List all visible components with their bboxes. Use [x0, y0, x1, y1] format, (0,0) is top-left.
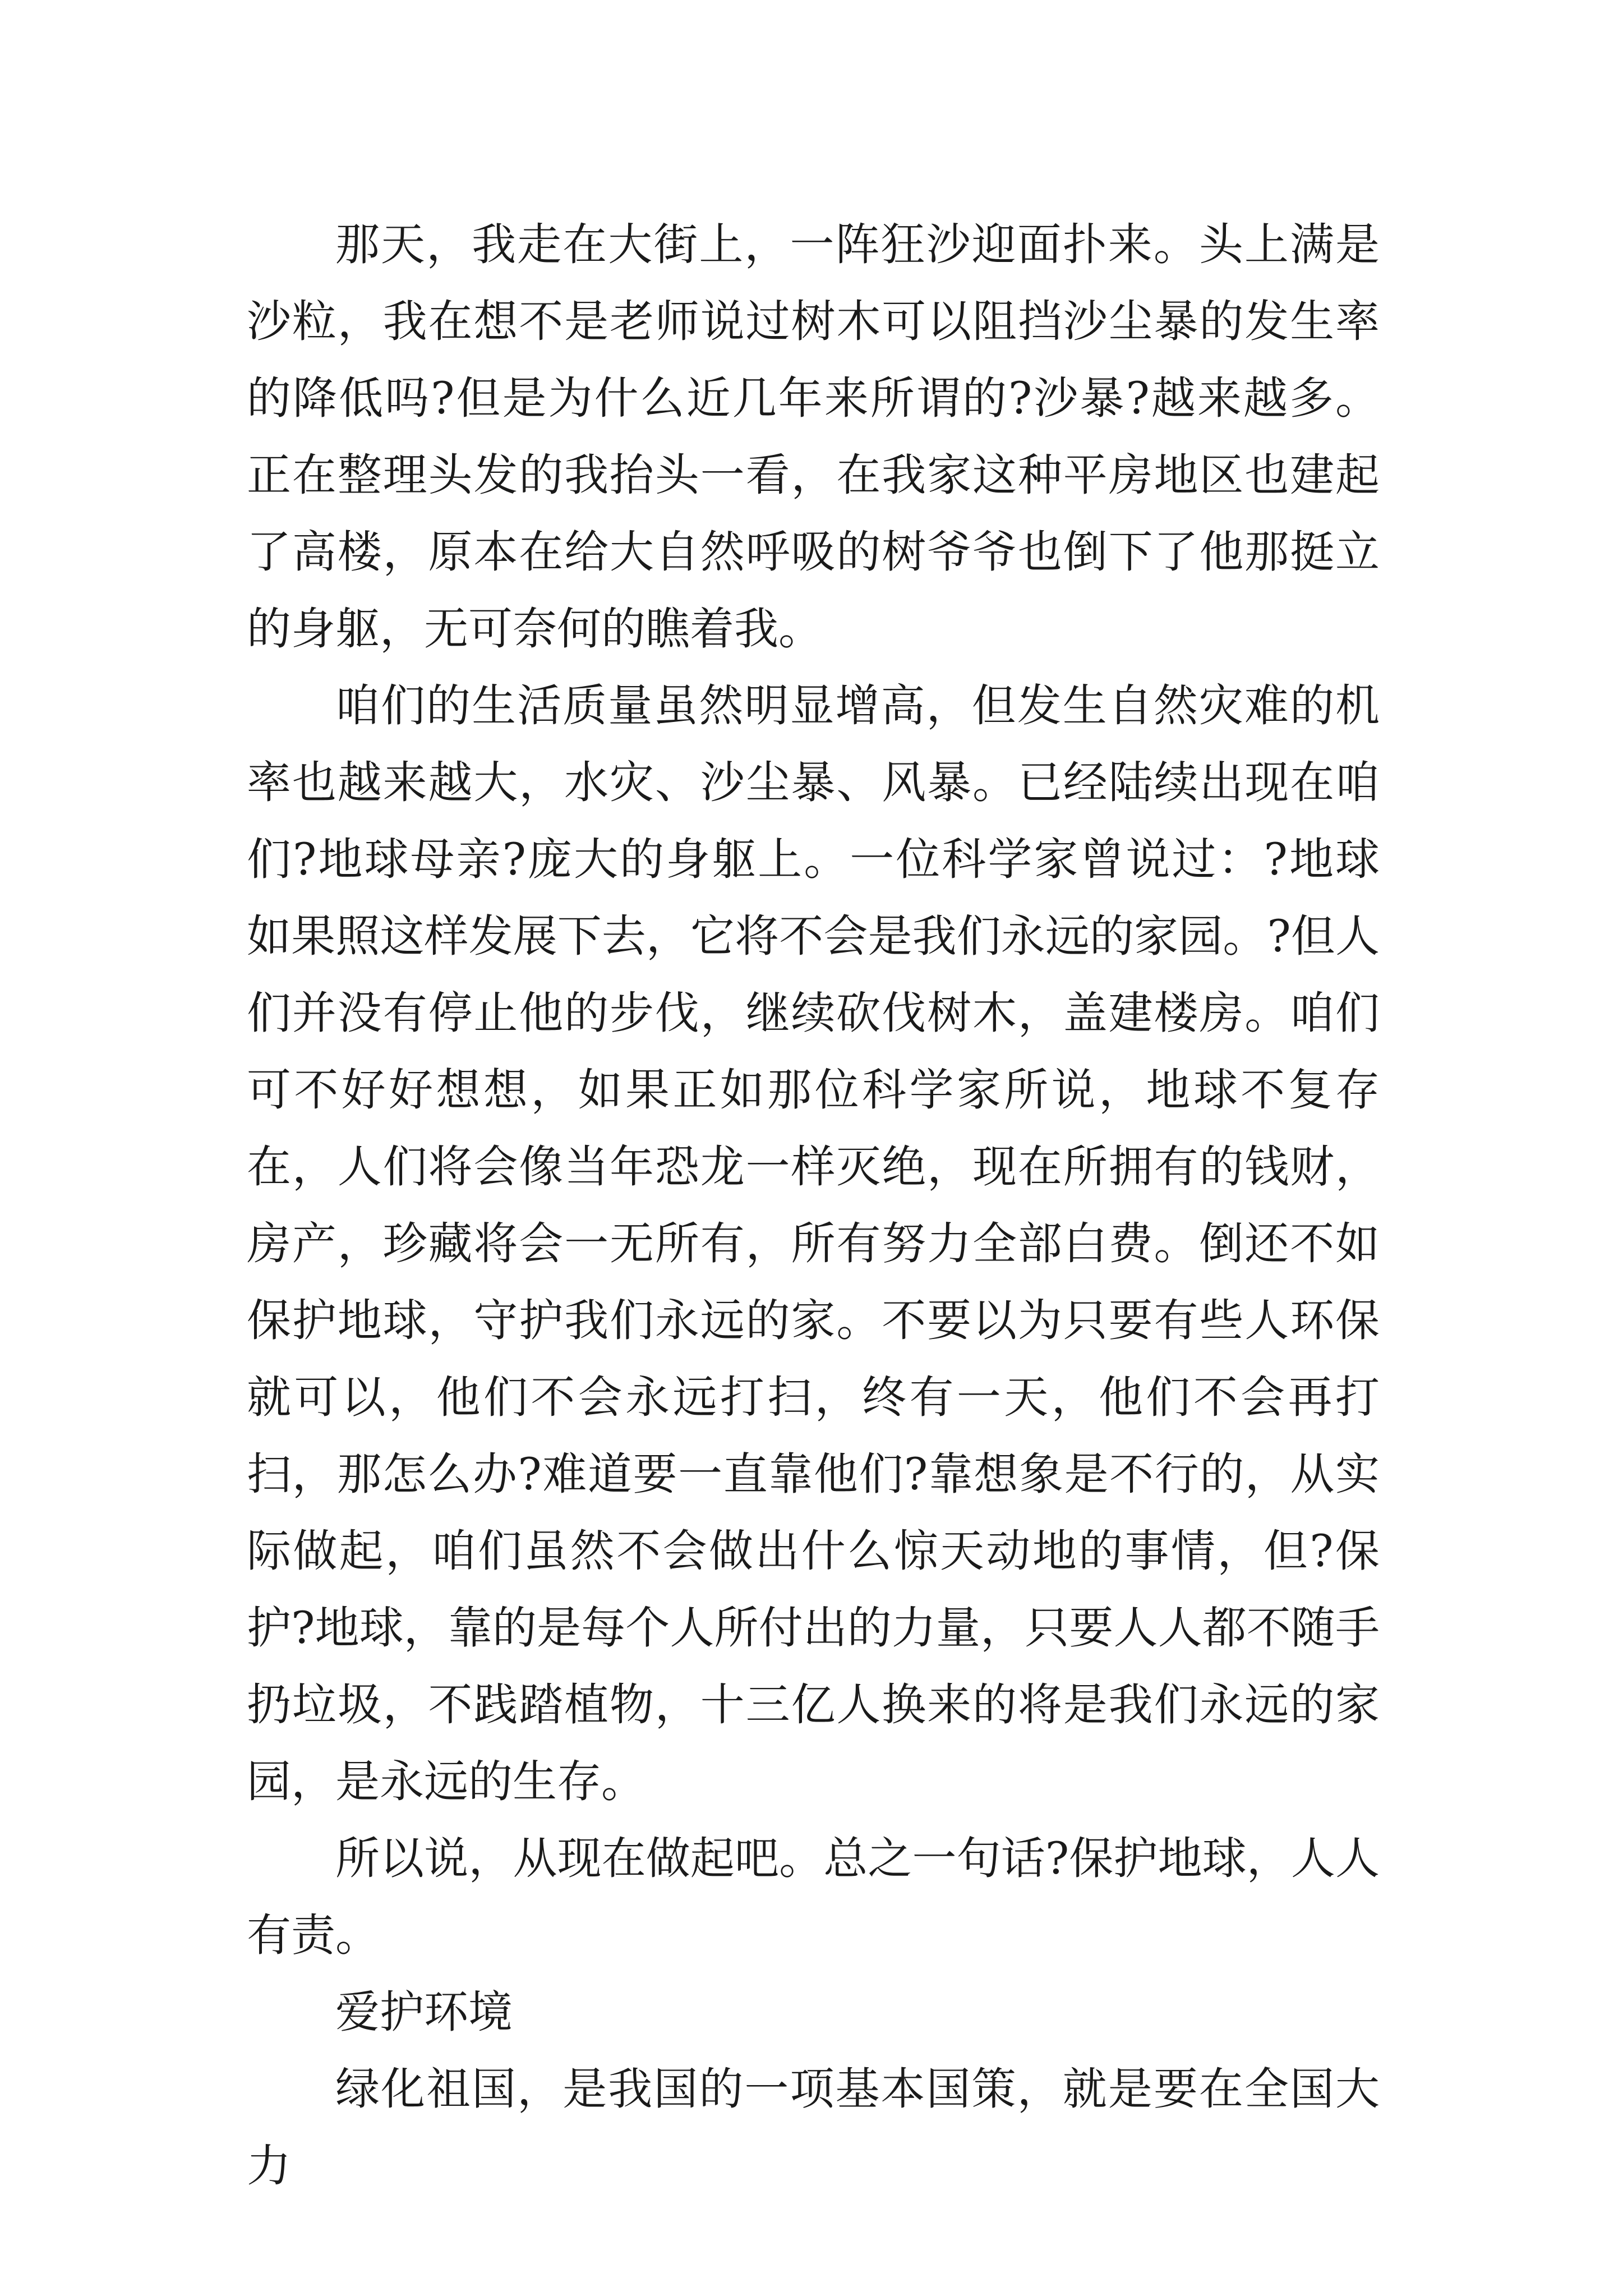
paragraph-environment-disasters: 咱们的生活质量虽然明显增高，但发生自然灾难的机率也越来越大，水灾、沙尘暴、风暴。已经陆续出现在咱们?地球母亲?庞大的身躯上。一位科学家曾说过：?地球如果照这样发展下去，它将不会是我们永远的家园。?但人们并没有停止他的步伐，继续砍伐树木，盖建楼房。咱们可不好好想想，如果正如那位科学家所说，地球不复存在，人们将会像当年恐龙一样灭绝，现在所拥有的钱财，房产，珍藏将会一无所有，所有努力全部白费。倒还不如保护地球，守护我们永远的家。不要以为只要有些人环保就可以，他们不会永远打扫，终有一天，他们不会再打扫，那怎么办?难道要一直靠他们?靠想象是不行的，从实际做起，咱们虽然不会做出什么惊天动地的事情，但?保护?地球，靠的是每个人所付出的力量，只要人人都不随手扔垃圾，不践踏植物，十三亿人换来的将是我们永远的家园，是永远的生存。: [247, 680, 1380, 1807]
paragraph-conclusion: 所以说，从现在做起吧。总之一句话?保护地球，人人有责。: [247, 1833, 1380, 1961]
document-body: [247, 206, 1380, 2205]
paragraph-sandstorm-street: 那天，我走在大街上，一阵狂沙迎面扑来。头上满是沙粒，我在想不是老师说过树木可以阻挡沙尘暴的发生率的降低吗?但是为什么近几年来所谓的?沙暴?越来越多。正在整理头发的我抬头一看，在我家这种平房地区也建起了高楼，原本在给大自然呼吸的树爷爷也倒下了他那挺立的身躯，无可奈何的瞧着我。: [247, 219, 1380, 655]
paragraph-greening-motherland: 绿化祖国，是我国的一项基本国策，就是要在全国大力: [247, 2063, 1380, 2192]
section-heading: 爱护环境: [335, 1986, 513, 2038]
